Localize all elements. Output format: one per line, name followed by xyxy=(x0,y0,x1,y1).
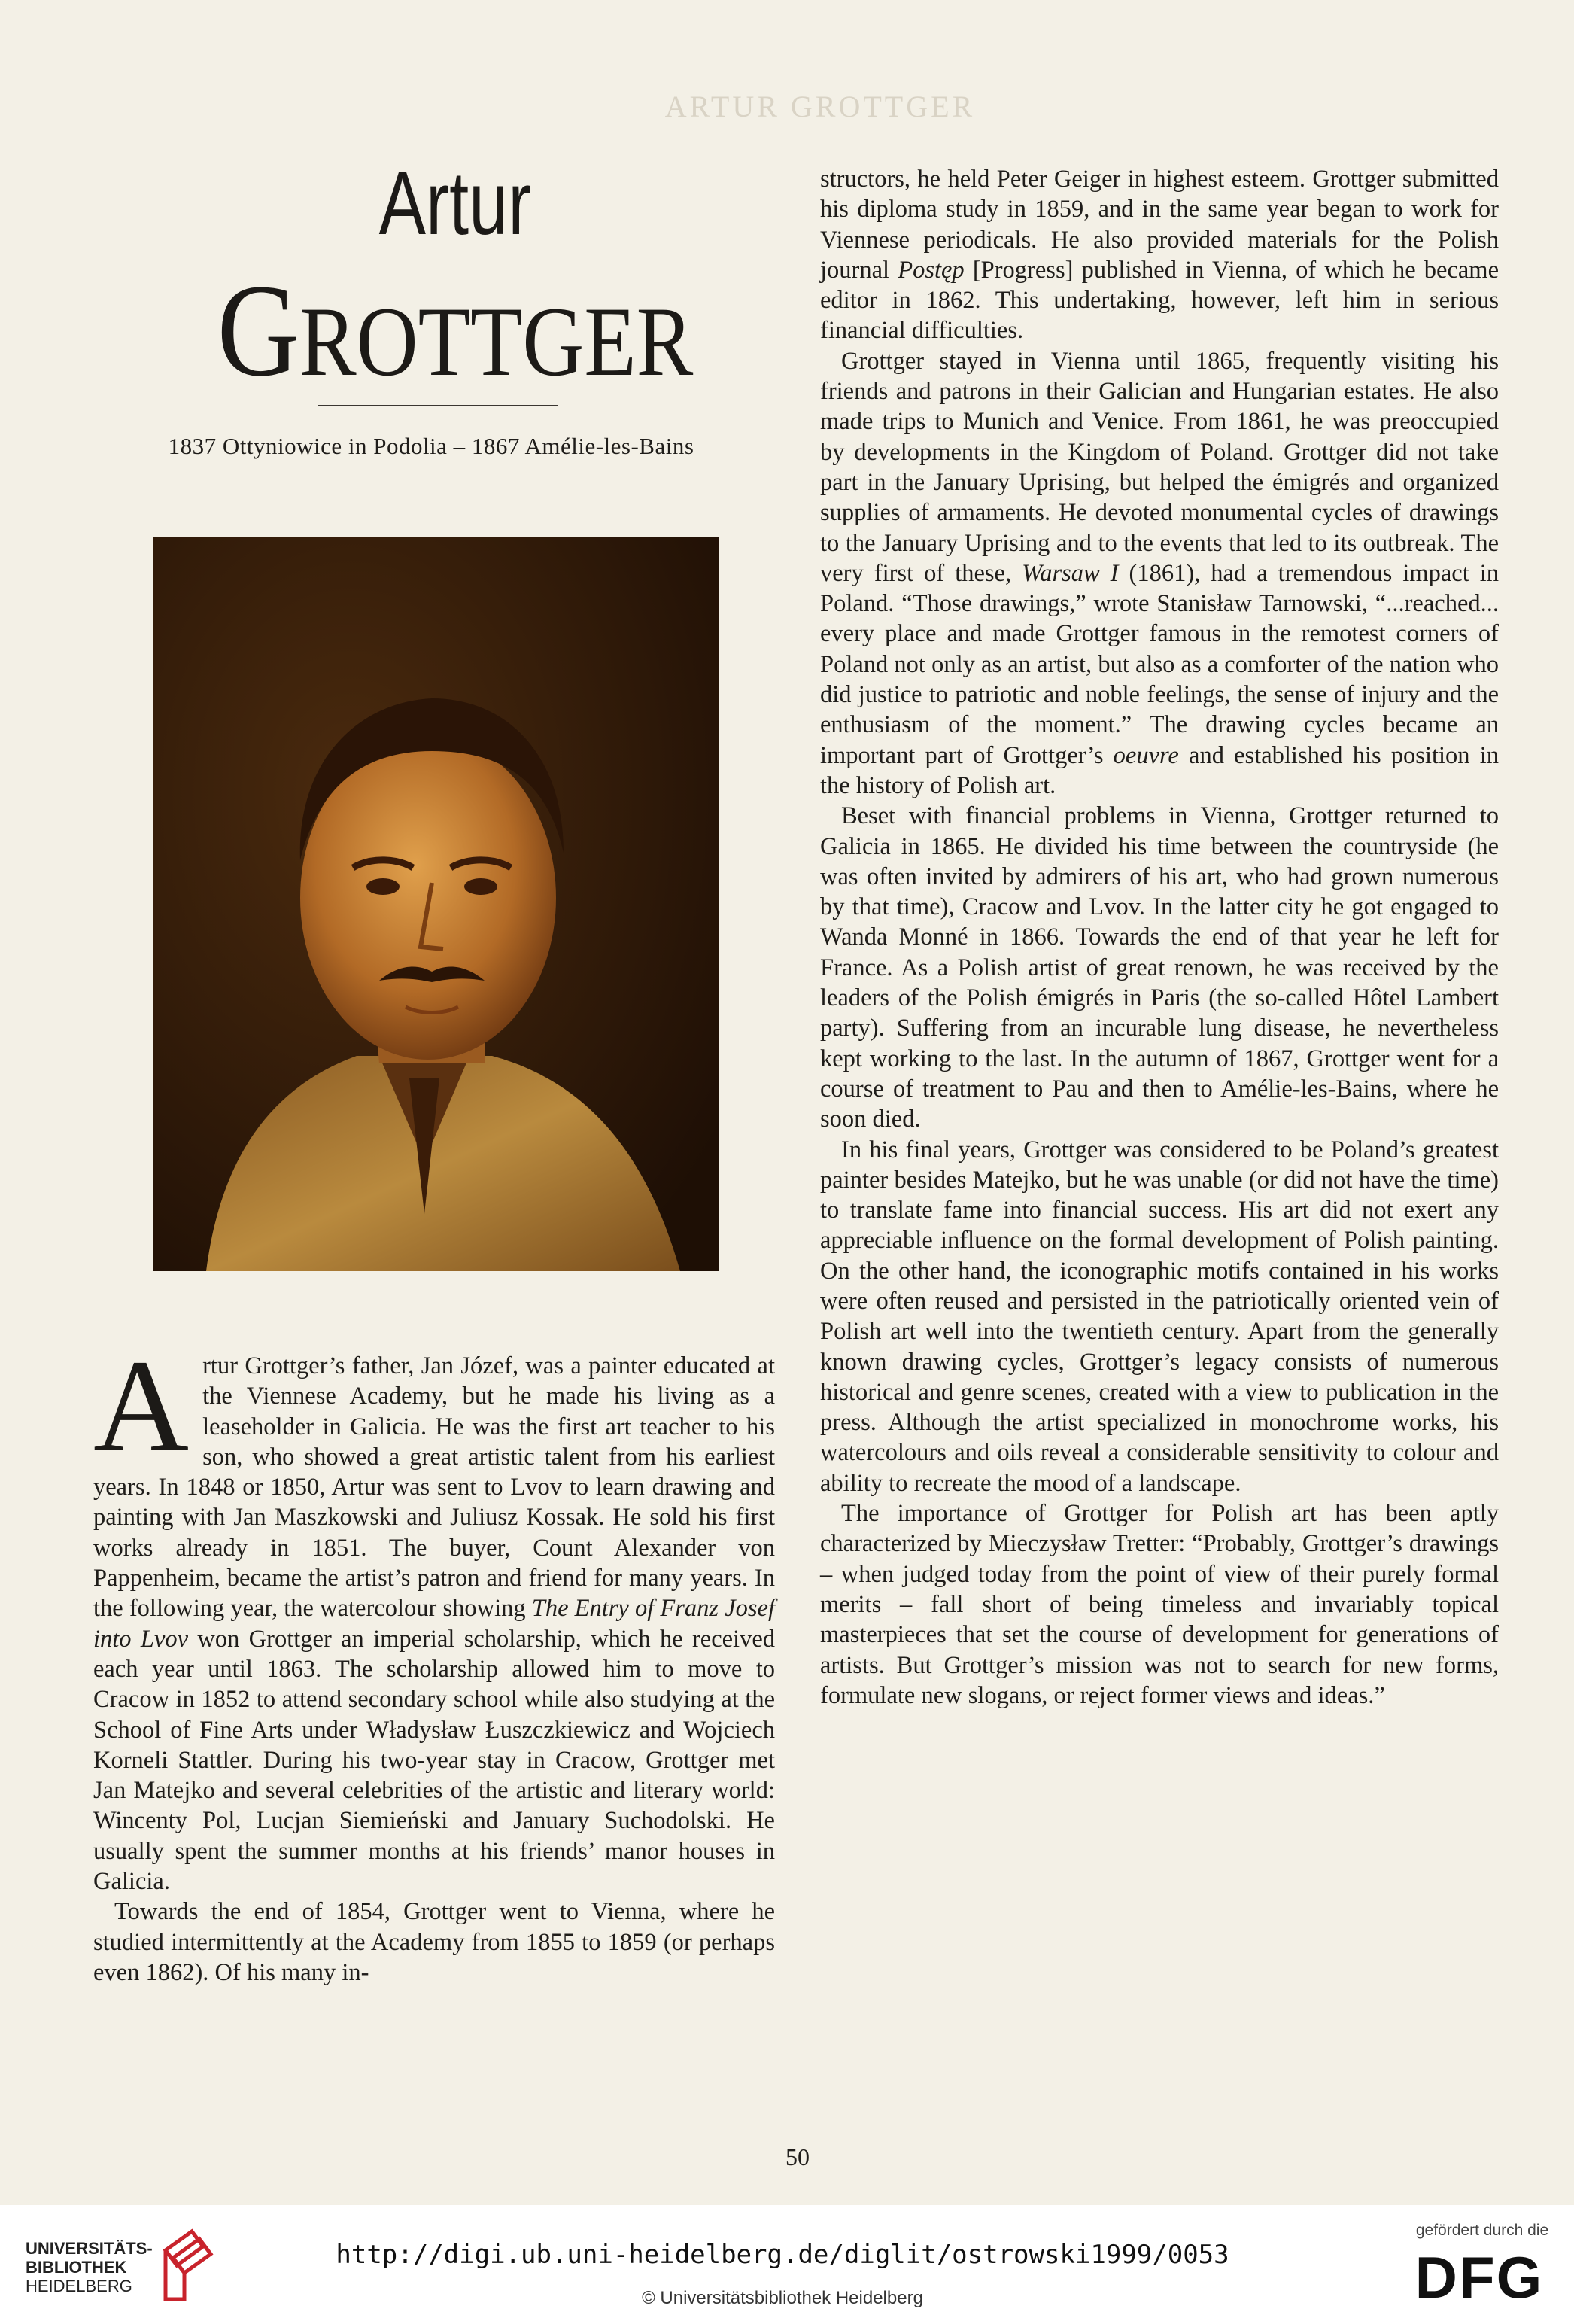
title-last-name xyxy=(187,257,724,413)
importance-paragraph: The importance of Grottger for Polish art has been aptly characterized by Mieczysław Tretter: “Probably, Grottger’s drawings – when judged today from the point of view of their purely formal merits – fall short of being timeless and invariably topical masterpieces that set the course of development for generations of artists. But Grottger’s mission was not to search for new forms, formulate new slogans, or reject former views and ideas.” xyxy=(820,1500,1499,1709)
right-column-text xyxy=(820,164,1499,1711)
title-last-initial: G xyxy=(217,257,299,404)
dfg-logo: DFG xyxy=(1414,2244,1544,2310)
word-oeuvre: oeuvre xyxy=(1113,741,1179,769)
journal-title-postep: Postęp xyxy=(898,256,965,284)
page-number: 50 xyxy=(785,2143,810,2170)
bleed-through-header: ARTUR GROTTGER xyxy=(664,90,976,123)
article-title xyxy=(143,154,767,413)
final-years-paragraph: In his final years, Grottger was considered to be Poland’s greatest painter besides Matejko, but he was unable (or did not have the time) to translate fame into financial success. His art did not exert any appreciable influence on the formal development of Polish painting. On the other hand, the iconographic motifs contained in his works were often reused and persisted in the patriotically oriented vein of Polish art well into the twentieth century. Apart from the generally known drawing cycles, Grottger’s legacy consists of numerous historical and genre scenes, created with a view to publication in the press. Although the artist specialized in monochrome works, his watercolours and oils reveal a considerable sensitivity to colour and ability to recreate the mood of a landscape. xyxy=(820,1136,1499,1497)
title-first-name: Artur xyxy=(378,153,532,254)
library-name: UNIVERSITÄTS- BIBLIOTHEK HEIDELBERG xyxy=(26,2239,153,2295)
copyright-notice: © Universitätsbibliothek Heidelberg xyxy=(642,2288,923,2308)
lifespan-subtitle: 1837 Ottyniowice in Podolia – 1867 Amélie-les-Bains xyxy=(168,433,694,459)
self-portrait-image xyxy=(153,537,719,1271)
dropcap-letter: A xyxy=(93,1333,190,1480)
left-column-text xyxy=(93,1333,776,1988)
vienna-paragraph: Towards the end of 1854, Grottger went to Vienna, where he studied intermittently at the Academy from 1855 to 1859 (or perhaps even 1862). Of his many in- xyxy=(93,1898,775,1986)
funded-by-label: gefördert durch die xyxy=(1415,2222,1549,2239)
continued-paragraph: structors, he held Peter Geiger in highest esteem. Grottger submitted his diploma study in 1859, and in the same year began to work for Viennese periodicals. He also provided materials for the Polish journal Postęp [Progress] published in Vienna, of which he became editor in 1862. This undertaking, however, left him in serious financial difficulties. xyxy=(820,166,1499,345)
library-logo-icon xyxy=(158,2228,218,2303)
vienna-years-paragraph: Grottger stayed in Vienna until 1865, frequently visiting his friends and patrons in their Galician and Hungarian estates. He also made trips to Munich and Venice. From 1861, he was preoccupied by developments in the Kingdom of Poland. Grottger did not take part in the January Uprising, but helped the émigrés and organized supplies of armaments. He devoted monumental cycles of drawings to the January Uprising and to the events that led to its outbreak. The very first of these, Warsaw I (1861), had a tremendous impact in Poland. “Those drawings,” wrote Stanisław Tarnowski, “...reached... every place and made Grottger famous in the remotest corners of Poland not only as an artist, but also as a comforter of the nation who did justice to patriotic and noble feelings, the sense of injury and the enthusiasm of the moment.” The drawing cycles became an important part of Grottger’s oeuvre and established his position in the history of Polish art. xyxy=(820,347,1500,799)
title-last-rest: ROTTGER xyxy=(299,286,694,397)
artwork-title-warsaw: Warsaw I xyxy=(1022,559,1119,587)
source-url-link[interactable]: http://digi.ub.uni-heidelberg.de/diglit/ostrowski1999/0053 xyxy=(336,2240,1229,2270)
galicia-paragraph: Beset with financial problems in Vienna, Grottger returned to Galicia in 1865. He divided his time between the countryside (he was often invited by admirers of his art, who had grown numerous by that time), Cracow and Lvov. In the latter city he got engaged to Wanda Monné in 1866. Towards the end of that year he left for France. As a Polish artist of great renown, he was received by the leaders of the Polish émigrés in Paris (the so-called Hôtel Lambert party). Suffering from an incurable lung disease, he nevertheless kept working to the last. In the autumn of 1867, Grottger went for a course of treatment to Pau and then to Amélie-les-Bains, where he soon died. xyxy=(820,802,1499,1133)
title-divider xyxy=(318,405,558,406)
artwork-title-entry: The Entry of Franz Josef into Lvov xyxy=(93,1595,775,1653)
intro-paragraph: Artur Grottger’s father, Jan Józef, was a painter educated at the Viennese Academy, but he made his living as a leaseholder in Galicia. He was the first art teacher to his son, who showed a great artistic talent from his earliest years. In 1848 or 1850, Artur was sent to Lvov to learn drawing and painting with Jan Maszkowski and Juliusz Kossak. He sold his first works already in 1851. The buyer, Count Alexander von Pappenheim, became the artist’s patron and friend for many years. In the following year, the watercolour showing The Entry of Franz Josef into Lvov won Grottger an imperial scholarship, which he received each year until 1863. The scholarship allowed him to move to Cracow in 1852 to attend secondary school while also studying at the School of Fine Arts under Władysław Łuszczkiewicz and Wojciech Korneli Stattler. During his two-year stay in Cracow, Grottger met Jan Matejko and several celebrities of the artistic and literary world: Wincenty Pol, Lucjan Siemieński and January Suchodolski. He usually spent the summer months at his friends’ manor houses in Galicia. xyxy=(93,1333,776,1896)
